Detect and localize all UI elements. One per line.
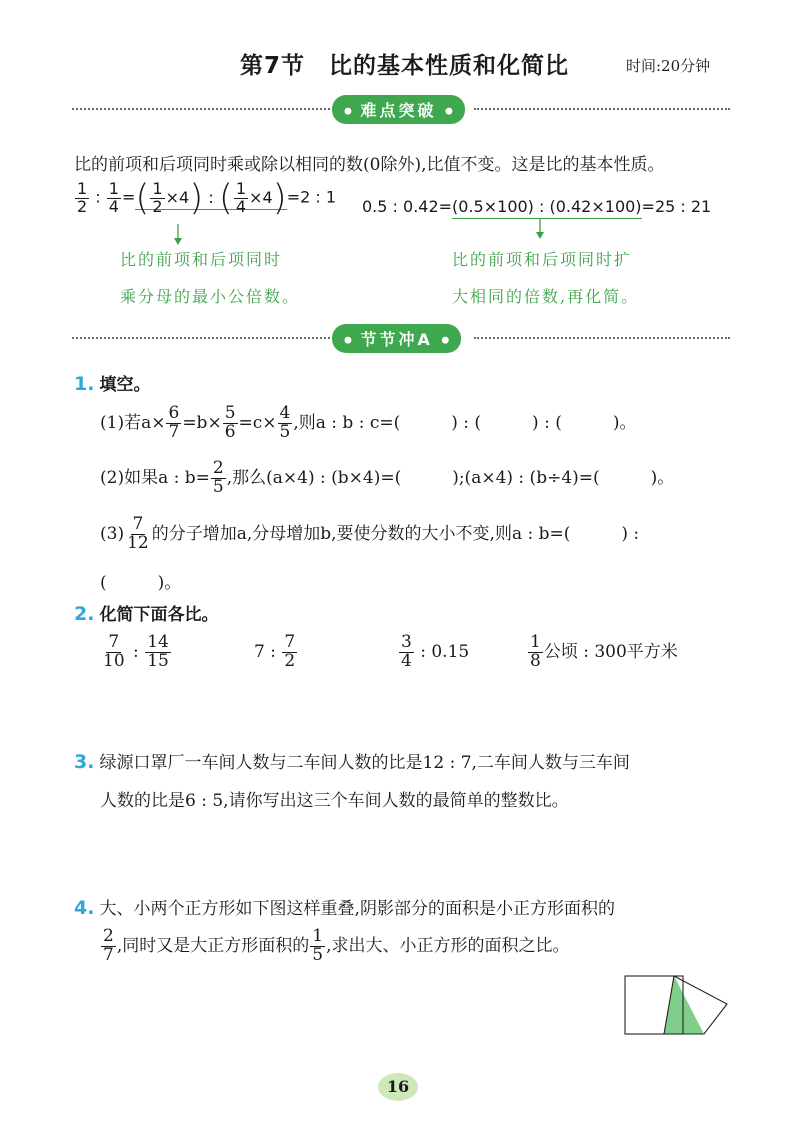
question-4-line2: $\frac{2}{7}$ ,同时又是大正方形面积的 $\frac{1}{5}$ ,求出大、小正方形的面积之比。 bbox=[103, 926, 570, 965]
question-2-item-2: 7 : $\frac{7}{2}$ bbox=[254, 632, 296, 671]
note-left-line2: 乘分母的最小公倍数。 bbox=[120, 287, 301, 306]
bullet-icon: ● bbox=[344, 106, 352, 117]
example-fraction-ratio: $\frac{1}{2}$ : $\frac{1}{4}$ =( $\frac{1}{2}$ ×4) : ( $\frac{1}{4}$ ×4)=2 : 1 bbox=[77, 177, 337, 218]
bullet-icon: ● bbox=[445, 106, 453, 117]
page-title: 第7节 比的基本性质和化简比 bbox=[240, 53, 570, 79]
example-decimal-ratio: 0.5 : 0.42=(0.5×100) : (0.42×100)=25 : 21 bbox=[362, 197, 711, 216]
question-4-line1: 4. 大、小两个正方形如下图这样重叠,阴影部分的面积是小正方形面积的 bbox=[74, 897, 615, 919]
bullet-icon: ● bbox=[441, 335, 450, 346]
question-3-line1: 3. 绿源口罩厂一车间人数与二车间人数的比是12 : 7,二车间人数与三车间 bbox=[74, 751, 630, 773]
dotted-divider bbox=[72, 337, 334, 339]
time-limit: 时间:20分钟 bbox=[626, 57, 711, 75]
note-left-line1: 比的前项和后项同时 bbox=[120, 250, 283, 269]
question-1-part-3-line2: ( )。 bbox=[100, 573, 182, 593]
fraction: $\frac{1}{2}$ bbox=[77, 178, 88, 216]
question-2-item-4: $\frac{1}{8}$ 公顷 : 300平方米 bbox=[530, 632, 678, 671]
question-2-item-1: $\frac{7}{10}$ : $\frac{14}{15}$ bbox=[103, 632, 169, 671]
question-1-part-2: (2)如果a : b= $\frac{2}{5}$ ,那么(a×4) : (b×4)=( );(a×4) : (b÷4)=( )。 bbox=[100, 458, 675, 497]
question-1-header: 1. 填空。 bbox=[74, 373, 151, 395]
shaded-overlap bbox=[664, 976, 704, 1034]
underlined-expression: ( $\frac{1}{2}$ ×4) : ( $\frac{1}{4}$ ×4) bbox=[135, 177, 287, 218]
question-1-part-1: (1)若a× $\frac{6}{7}$ =b× $\frac{5}{6}$ =c× $\frac{4}{5}$ ,则a : b : c=( ) : ( ) : ( )。 bbox=[100, 403, 637, 442]
dotted-divider bbox=[474, 337, 730, 339]
question-1-part-3: (3) $\frac{7}{12}$ 的分子增加a,分母增加b,要使分数的大小不变,则a : b=( ) : bbox=[100, 514, 640, 553]
question-2-header: 2. 化简下面各比。 bbox=[74, 603, 219, 625]
bullet-icon: ● bbox=[344, 335, 352, 346]
section-badge-practice: ● 节节冲A ● bbox=[332, 324, 461, 353]
fraction: $\frac{1}{4}$ bbox=[108, 178, 119, 216]
note-right-line1: 比的前项和后项同时扩 bbox=[452, 250, 633, 269]
property-statement: 比的前项和后项同时乘或除以相同的数(0除外),比值不变。这是比的基本性质。 bbox=[74, 155, 665, 175]
question-2-item-3: $\frac{3}{4}$ : 0.15 bbox=[401, 632, 470, 671]
note-right-line2: 大相同的倍数,再化简。 bbox=[452, 287, 640, 306]
page-number: 16 bbox=[378, 1073, 418, 1101]
overlapping-squares-figure bbox=[620, 972, 732, 1038]
question-3-line2: 人数的比是6 : 5,请你写出这三个车间人数的最简单的整数比。 bbox=[100, 791, 569, 811]
underlined-expression: (0.5×100) : (0.42×100) bbox=[452, 197, 642, 219]
section-badge-difficulty: ● 难点突破 ● bbox=[332, 95, 465, 124]
